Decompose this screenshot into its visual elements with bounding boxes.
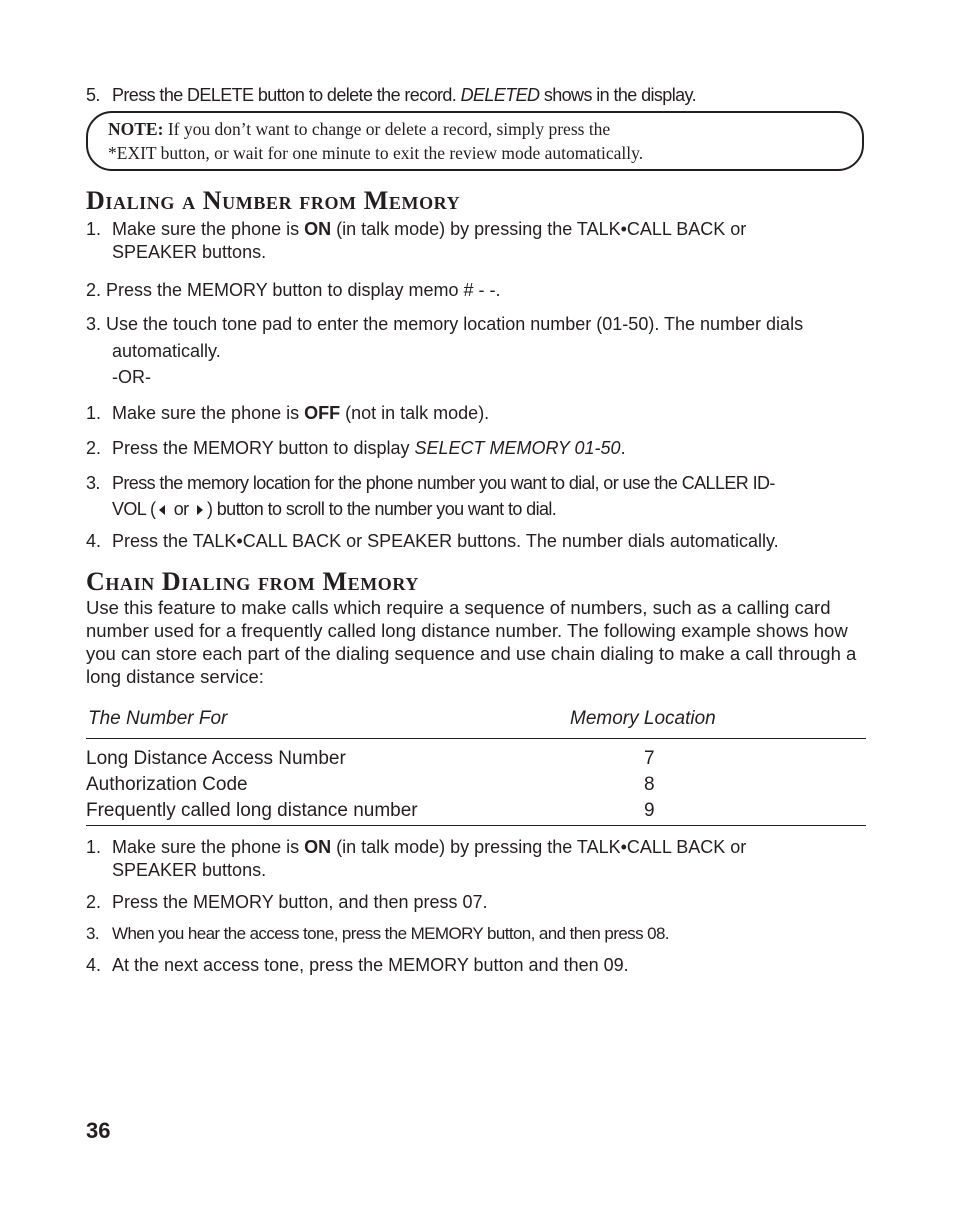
step-text: When you hear the access tone, press the MEMORY button, and then press 08.: [112, 924, 669, 943]
dial-alt-step-2: [86, 437, 626, 460]
step-text: At the next access tone, press the MEMORY button and then 09.: [112, 955, 629, 975]
step-line-2: [86, 498, 775, 521]
section-heading-dialing: Dialing a Number from Memory: [86, 186, 461, 215]
table-row: [86, 773, 248, 797]
chain-intro-paragraph: Use this feature to make calls which require a sequence of numbers, such as a calling card number used for a frequently called long distance number. The following example shows how you can store each part of the dialing sequence and use chain dialing to make a call through a long distance service:: [86, 597, 857, 687]
or-separator: -OR-: [112, 367, 151, 387]
step-italic: SELECT MEMORY 01-50: [414, 438, 621, 458]
step-bold: ON: [304, 837, 332, 857]
table-cell-label: Long Distance Access Number: [86, 748, 346, 769]
step-text: Press the MEMORY button to display: [112, 438, 415, 458]
arrow-left-icon: [159, 505, 165, 515]
step-line-1: Press the memory location for the phone number you want to dial, or use the CALLER ID-: [112, 473, 775, 493]
step-text: Make sure the phone is: [112, 837, 305, 857]
step-number: 3.: [86, 473, 100, 493]
chain-step-4: [86, 954, 629, 977]
step-text: Press the MEMORY button, and then press 07.: [112, 892, 488, 912]
step-text-end: (in talk mode) by pressing the TALK•CALL BACK or: [331, 837, 747, 857]
step-number: 2.: [86, 438, 102, 458]
step-number: 1.: [86, 837, 102, 857]
step-italic: DELETED: [460, 85, 540, 105]
note-line-1: If you don’t want to change or delete a record, simply press the: [163, 119, 611, 139]
step-number: 5.: [86, 85, 100, 105]
step-text: Press the TALK•CALL BACK or SPEAKER buttons. The number dials automatically.: [112, 531, 779, 551]
step-text: VOL (: [112, 499, 156, 519]
step-line-1: 3. Use the touch tone pad to enter the memory location number (01-50). The number dials: [86, 314, 804, 334]
chain-step-3: [86, 922, 669, 945]
step-line-2: SPEAKER buttons.: [112, 242, 267, 262]
step-text-or: or: [169, 499, 193, 519]
step-number: 1.: [86, 219, 102, 239]
step-bold: ON: [304, 219, 332, 239]
step-number: 4.: [86, 955, 102, 975]
table-header-number: The Number For: [88, 708, 228, 729]
table-cell-value: 7: [644, 748, 655, 769]
section-heading-chain: Chain Dialing from Memory: [86, 567, 419, 596]
chain-step-1: [86, 836, 746, 882]
step-5: [86, 84, 696, 107]
note-label: NOTE:: [108, 119, 164, 139]
chain-step-2: [86, 891, 488, 914]
table-header-location: Memory Location: [570, 708, 716, 729]
note-text: [108, 117, 848, 165]
step-text: Make sure the phone is: [112, 403, 305, 423]
table-rule-top: [86, 738, 866, 739]
step-number: 1.: [86, 403, 102, 423]
step-bold: OFF: [304, 403, 341, 423]
step-text-end: ) button to scroll to the number you want to dial.: [206, 499, 557, 519]
dial-step-3: [86, 313, 803, 389]
step-number: 2.: [86, 892, 102, 912]
step-text: Press the DELETE button to delete the record.: [112, 85, 461, 105]
dial-alt-step-3: [86, 472, 775, 521]
table-rule-bottom: [86, 825, 866, 826]
step-number: 4.: [86, 531, 102, 551]
table-cell-label: Frequently called long distance number: [86, 800, 418, 821]
step-line-2: automatically.: [112, 341, 221, 361]
table-row: [86, 799, 418, 823]
table-row: [86, 747, 346, 771]
note-line-2: *EXIT button, or wait for one minute to exit the review mode automatically.: [108, 143, 644, 163]
step-text-end: .: [620, 438, 626, 458]
table-cell-value: 9: [644, 800, 655, 821]
page-number: 36: [86, 1118, 111, 1143]
arrow-right-icon: [197, 505, 203, 515]
dial-step-2: 2. Press the MEMORY button to display memo # - -.: [86, 280, 501, 300]
step-text-end: (not in talk mode).: [340, 403, 490, 423]
step-text-end: shows in the display.: [539, 85, 696, 105]
dial-step-1: [86, 218, 746, 264]
dial-alt-step-4: [86, 530, 779, 553]
step-text: Make sure the phone is: [112, 219, 305, 239]
table-cell-value: 8: [644, 774, 655, 795]
step-number: 3.: [86, 924, 99, 943]
step-text-end: (in talk mode) by pressing the TALK•CALL BACK or: [331, 219, 747, 239]
table-cell-label: Authorization Code: [86, 774, 248, 795]
step-line-2: SPEAKER buttons.: [112, 860, 267, 880]
dial-alt-step-1: [86, 402, 489, 425]
